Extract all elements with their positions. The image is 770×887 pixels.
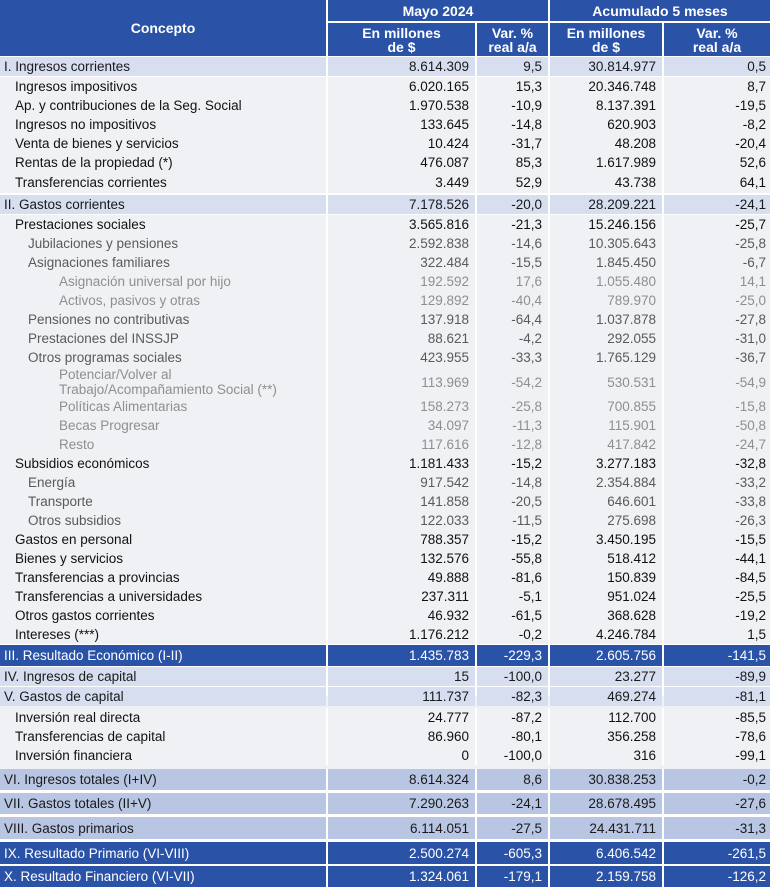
row-var-month: -229,3 xyxy=(503,648,542,663)
row-millions-accumulated: 28.209.221 xyxy=(588,197,656,212)
table-row xyxy=(0,348,770,367)
row-millions-accumulated: 24.431.711 xyxy=(589,820,656,836)
row-label: Rentas de la propiedad (*) xyxy=(15,155,173,170)
table-row xyxy=(0,329,770,348)
table-row xyxy=(0,57,770,76)
row-millions-month: 158.273 xyxy=(420,399,469,414)
row-millions-accumulated: 115.901 xyxy=(608,418,656,433)
row-millions-accumulated: 3.277.183 xyxy=(595,456,656,471)
row-var-month: -0,2 xyxy=(518,627,542,642)
table-row xyxy=(0,272,770,291)
table-row xyxy=(0,727,770,746)
row-label: Jubilaciones y pensiones xyxy=(28,236,179,251)
row-millions-month: 122.033 xyxy=(420,513,469,528)
row-var-accumulated: -27,6 xyxy=(735,796,766,811)
header-millions-line1: En millones xyxy=(362,24,441,41)
row-var-accumulated: -141,5 xyxy=(727,648,766,663)
row-var-month: -24,1 xyxy=(511,796,542,811)
row-var-accumulated: -15,5 xyxy=(735,532,766,547)
row-var-month: -61,5 xyxy=(511,608,542,623)
row-var-accumulated: -25,5 xyxy=(735,589,766,604)
row-millions-accumulated: 620.903 xyxy=(607,117,656,132)
header-concept: Concepto xyxy=(0,0,326,56)
header-group-accumulated: Acumulado 5 meses xyxy=(550,0,770,21)
row-millions-month: 129.892 xyxy=(420,293,469,308)
table-row xyxy=(0,530,770,549)
row-millions-month: 423.955 xyxy=(420,350,469,365)
row-var-accumulated: -50,8 xyxy=(735,418,766,433)
row-label: X. Resultado Financiero (VI-VII) xyxy=(4,869,195,884)
row-millions-accumulated: 4.246.784 xyxy=(595,627,656,642)
row-millions-month: 322.484 xyxy=(420,255,469,270)
row-millions-accumulated: 20.346.748 xyxy=(588,79,656,94)
table-row xyxy=(0,817,770,839)
row-var-month: 15,3 xyxy=(515,79,542,94)
row-millions-accumulated: 1.845.450 xyxy=(595,255,656,270)
row-label: Resto xyxy=(59,437,95,452)
row-var-month: -605,3 xyxy=(503,845,542,861)
row-var-accumulated: -6,7 xyxy=(742,255,766,270)
row-millions-accumulated: 10.305.643 xyxy=(588,236,656,251)
header-group-month: Mayo 2024 xyxy=(328,0,548,21)
row-var-month: -11,3 xyxy=(512,418,542,433)
row-millions-accumulated: 1.055.480 xyxy=(595,274,656,289)
row-var-month: -20,5 xyxy=(511,494,542,509)
row-millions-accumulated: 15.246.156 xyxy=(588,217,656,232)
row-var-accumulated: -25,0 xyxy=(735,293,766,308)
row-label: Ingresos impositivos xyxy=(15,79,138,94)
row-millions-accumulated: 530.531 xyxy=(607,374,656,390)
row-var-month: -12,8 xyxy=(511,437,542,452)
table-row xyxy=(0,687,770,706)
row-millions-month: 3.449 xyxy=(435,175,469,190)
row-millions-month: 1.176.212 xyxy=(408,627,469,642)
row-label: III. Resultado Económico (I-II) xyxy=(4,648,183,663)
row-var-month: -15,5 xyxy=(511,255,542,270)
row-millions-month: 237.311 xyxy=(421,589,469,604)
row-millions-month: 2.500.274 xyxy=(408,845,469,861)
row-label: Pensiones no contributivas xyxy=(28,312,190,327)
row-var-accumulated: 14,1 xyxy=(739,274,766,289)
row-var-accumulated: 64,1 xyxy=(739,175,766,190)
row-millions-accumulated: 1.617.989 xyxy=(595,155,656,170)
row-label: Inversión real directa xyxy=(15,710,141,725)
row-var-month: -82,3 xyxy=(511,689,542,704)
table-row xyxy=(0,746,770,765)
row-var-month: -55,8 xyxy=(511,551,542,566)
header-var-line1: Var. % xyxy=(696,24,738,41)
row-var-accumulated: -36,7 xyxy=(735,350,766,365)
row-var-month: -25,8 xyxy=(511,399,542,414)
row-millions-month: 0 xyxy=(461,748,469,763)
row-var-month: -14,8 xyxy=(511,117,542,132)
table-row xyxy=(0,667,770,686)
table-row xyxy=(0,291,770,310)
row-millions-accumulated: 8.137.391 xyxy=(595,98,656,113)
table-row xyxy=(0,397,770,416)
row-var-month: -10,9 xyxy=(511,98,542,113)
row-label: IX. Resultado Primario (VI-VIII) xyxy=(4,845,190,861)
row-var-month: -40,4 xyxy=(511,293,542,308)
row-millions-accumulated: 356.258 xyxy=(607,729,656,744)
table-row xyxy=(0,195,770,214)
row-millions-month: 2.592.838 xyxy=(408,236,469,251)
table-row xyxy=(0,215,770,234)
row-label: Otros subsidios xyxy=(28,513,122,528)
row-var-month: 9,5 xyxy=(523,59,542,74)
row-millions-accumulated: 6.406.542 xyxy=(595,845,656,861)
row-label: IV. Ingresos de capital xyxy=(4,669,137,684)
row-millions-month: 6.114.051 xyxy=(409,820,469,836)
row-var-accumulated: -8,2 xyxy=(742,117,766,132)
header-var-line2: real a/a xyxy=(488,38,537,55)
row-label: Transferencias corrientes xyxy=(15,175,167,190)
row-millions-accumulated: 30.814.977 xyxy=(588,59,656,74)
table-row xyxy=(0,473,770,492)
row-millions-month: 49.888 xyxy=(427,570,469,585)
row-label: Transporte xyxy=(28,494,93,509)
row-millions-month: 46.932 xyxy=(427,608,469,623)
table-row xyxy=(0,625,770,644)
table-row xyxy=(0,549,770,568)
row-label: Potenciar/Volver al Trabajo/Acompañamiento Social (**) xyxy=(59,367,277,397)
row-label: Asignaciones familiares xyxy=(28,255,170,270)
row-var-accumulated: 52,6 xyxy=(739,155,766,170)
row-var-accumulated: -85,5 xyxy=(735,710,766,725)
table-row xyxy=(0,866,770,887)
row-label: Otros programas sociales xyxy=(28,350,182,365)
row-var-accumulated: -44,1 xyxy=(735,551,766,566)
row-var-accumulated: -54,9 xyxy=(735,374,766,390)
row-millions-accumulated: 951.024 xyxy=(607,589,656,604)
row-label: Transferencias de capital xyxy=(15,729,166,744)
header-millions-line2: de $ xyxy=(387,38,416,55)
row-millions-month: 917.542 xyxy=(420,475,469,490)
row-millions-month: 88.621 xyxy=(427,331,469,346)
row-var-accumulated: -126,2 xyxy=(727,869,766,884)
row-millions-accumulated: 112.700 xyxy=(608,710,656,725)
table-row xyxy=(0,842,770,864)
row-millions-accumulated: 368.628 xyxy=(607,608,656,623)
row-label: Ingresos no impositivos xyxy=(15,117,157,132)
row-var-accumulated: -33,2 xyxy=(735,475,766,490)
row-var-accumulated: -26,3 xyxy=(735,513,766,528)
row-label: Activos, pasivos y otras xyxy=(59,293,201,308)
table-row xyxy=(0,606,770,625)
table-row xyxy=(0,77,770,96)
row-label: Transferencias a universidades xyxy=(15,589,203,604)
table-row xyxy=(0,253,770,272)
row-var-accumulated: -89,9 xyxy=(735,669,766,684)
row-var-accumulated: 1,5 xyxy=(747,627,766,642)
row-label: Bienes y servicios xyxy=(15,551,124,566)
table-row xyxy=(0,134,770,153)
row-var-accumulated: -0,2 xyxy=(742,772,766,787)
row-label: Inversión financiera xyxy=(15,748,133,763)
row-var-month: -20,0 xyxy=(511,197,542,212)
row-label: V. Gastos de capital xyxy=(4,689,124,704)
row-var-accumulated: -20,4 xyxy=(735,136,766,151)
row-var-accumulated: -32,8 xyxy=(735,456,766,471)
row-millions-accumulated: 789.970 xyxy=(607,293,656,308)
row-var-month: 8,6 xyxy=(523,772,542,787)
table-row xyxy=(0,645,770,666)
row-millions-month: 1.435.783 xyxy=(408,648,469,663)
table-row xyxy=(0,115,770,134)
row-var-month: -80,1 xyxy=(511,729,542,744)
row-var-accumulated: -25,8 xyxy=(735,236,766,251)
row-var-accumulated: -15,8 xyxy=(735,399,766,414)
row-millions-accumulated: 2.605.756 xyxy=(595,648,656,663)
row-millions-month: 15 xyxy=(453,669,469,684)
row-millions-month: 10.424 xyxy=(427,136,469,151)
row-millions-accumulated: 646.601 xyxy=(607,494,656,509)
row-label: Becas Progresar xyxy=(59,418,160,433)
row-var-month: -11,5 xyxy=(512,513,542,528)
row-var-month: 17,6 xyxy=(515,274,542,289)
row-var-accumulated: -261,5 xyxy=(727,845,766,861)
row-millions-month: 476.087 xyxy=(420,155,469,170)
row-millions-accumulated: 1.765.129 xyxy=(595,350,656,365)
row-label: Prestaciones sociales xyxy=(15,217,146,232)
row-millions-accumulated: 48.208 xyxy=(614,136,656,151)
row-millions-accumulated: 700.855 xyxy=(607,399,656,414)
row-var-accumulated: -27,8 xyxy=(735,312,766,327)
row-millions-month: 133.645 xyxy=(420,117,469,132)
table-row xyxy=(0,435,770,454)
row-millions-month: 113.969 xyxy=(421,374,469,390)
row-var-month: 52,9 xyxy=(515,175,542,190)
row-var-accumulated: -81,1 xyxy=(735,689,766,704)
table-row xyxy=(0,511,770,530)
row-var-month: -27,5 xyxy=(511,820,542,836)
row-millions-month: 6.020.165 xyxy=(408,79,469,94)
row-millions-month: 34.097 xyxy=(427,418,469,433)
row-millions-month: 141.858 xyxy=(420,494,469,509)
row-millions-month: 1.970.538 xyxy=(408,98,469,113)
row-var-accumulated: -33,8 xyxy=(735,494,766,509)
row-label: VII. Gastos totales (II+V) xyxy=(4,796,152,811)
row-millions-month: 1.324.061 xyxy=(408,869,469,884)
row-label: Venta de bienes y servicios xyxy=(15,136,179,151)
row-millions-month: 132.576 xyxy=(420,551,469,566)
row-var-month: -5,1 xyxy=(518,589,542,604)
row-millions-month: 24.777 xyxy=(427,710,469,725)
table-row xyxy=(0,708,770,727)
row-millions-accumulated: 1.037.878 xyxy=(595,312,656,327)
row-var-accumulated: -31,0 xyxy=(735,331,766,346)
row-millions-accumulated: 316 xyxy=(633,748,656,763)
row-var-month: -179,1 xyxy=(503,869,542,884)
row-millions-month: 788.357 xyxy=(420,532,469,547)
row-var-month: 85,3 xyxy=(515,155,542,170)
row-millions-month: 111.737 xyxy=(422,689,469,704)
header-var-accumulated xyxy=(664,23,770,56)
row-var-accumulated: -19,5 xyxy=(735,98,766,113)
table-row xyxy=(0,96,770,115)
row-var-month: -100,0 xyxy=(503,669,542,684)
row-millions-accumulated: 28.678.495 xyxy=(588,796,656,811)
row-var-accumulated: -19,2 xyxy=(735,608,766,623)
row-label: Ap. y contribuciones de la Seg. Social xyxy=(15,98,242,113)
row-millions-month: 86.960 xyxy=(427,729,469,744)
table-row xyxy=(0,492,770,511)
header-var-month xyxy=(477,23,548,56)
row-millions-month: 7.178.526 xyxy=(408,197,469,212)
table-row xyxy=(0,568,770,587)
row-millions-accumulated: 518.412 xyxy=(607,551,656,566)
row-millions-month: 7.290.263 xyxy=(408,796,469,811)
row-millions-month: 117.616 xyxy=(421,437,469,452)
row-var-month: -100,0 xyxy=(503,748,542,763)
row-label: I. Ingresos corrientes xyxy=(4,59,131,74)
row-var-month: -64,4 xyxy=(511,312,542,327)
row-millions-accumulated: 150.839 xyxy=(607,570,656,585)
table-row xyxy=(0,454,770,473)
row-millions-accumulated: 43.738 xyxy=(614,175,656,190)
row-var-month: -54,2 xyxy=(511,374,542,390)
table-row xyxy=(0,367,770,397)
row-label: Prestaciones del INSSJP xyxy=(28,331,179,346)
row-var-accumulated: -24,7 xyxy=(735,437,766,452)
header-var-line2: real a/a xyxy=(692,38,742,55)
row-label: Intereses (***) xyxy=(15,627,100,642)
header-millions-accumulated xyxy=(550,23,662,56)
row-var-month: -15,2 xyxy=(511,532,542,547)
row-millions-accumulated: 292.055 xyxy=(607,331,656,346)
row-var-accumulated: -24,1 xyxy=(735,197,766,212)
row-var-accumulated: -78,6 xyxy=(735,729,766,744)
row-label: Políticas Alimentarias xyxy=(59,399,188,414)
row-label: Subsidios económicos xyxy=(15,456,150,471)
header-millions-month xyxy=(328,23,475,56)
row-label: Asignación universal por hijo xyxy=(59,274,231,289)
table-row xyxy=(0,310,770,329)
row-millions-month: 8.614.324 xyxy=(408,772,469,787)
row-label: Transferencias a provincias xyxy=(15,570,180,585)
row-label: VI. Ingresos totales (I+IV) xyxy=(4,772,157,787)
row-var-accumulated: -31,3 xyxy=(735,820,766,836)
table-row xyxy=(0,793,770,814)
table-row xyxy=(0,172,770,193)
row-label: Gastos en personal xyxy=(15,532,133,547)
row-millions-accumulated: 2.159.758 xyxy=(595,869,656,884)
row-var-month: -31,7 xyxy=(511,136,542,151)
row-millions-accumulated: 275.698 xyxy=(607,513,656,528)
row-var-month: -21,3 xyxy=(511,217,542,232)
row-var-accumulated: 0,5 xyxy=(747,59,766,74)
row-var-month: -15,2 xyxy=(511,456,542,471)
row-millions-accumulated: 417.842 xyxy=(607,437,656,452)
row-millions-accumulated: 3.450.195 xyxy=(595,532,656,547)
row-var-month: -14,6 xyxy=(511,236,542,251)
row-var-month: -14,8 xyxy=(511,475,542,490)
row-millions-accumulated: 2.354.884 xyxy=(595,475,656,490)
header-millions-line2: de $ xyxy=(591,38,620,55)
row-millions-month: 8.614.309 xyxy=(408,59,469,74)
row-var-month: -33,3 xyxy=(511,350,542,365)
row-label: VIII. Gastos primarios xyxy=(4,820,134,836)
row-var-month: -81,6 xyxy=(511,570,542,585)
table-row xyxy=(0,234,770,253)
header-millions-line1: En millones xyxy=(566,24,646,41)
row-label: Otros gastos corrientes xyxy=(15,608,155,623)
row-millions-month: 192.592 xyxy=(420,274,469,289)
row-var-accumulated: -84,5 xyxy=(735,570,766,585)
row-millions-month: 1.181.433 xyxy=(408,456,469,471)
row-var-accumulated: -99,1 xyxy=(735,748,766,763)
header-var-line1: Var. % xyxy=(491,24,534,41)
row-millions-accumulated: 23.277 xyxy=(614,669,656,684)
row-millions-accumulated: 30.838.253 xyxy=(588,772,656,787)
row-millions-month: 137.918 xyxy=(420,312,469,327)
row-millions-month: 3.565.816 xyxy=(408,217,469,232)
row-var-month: -87,2 xyxy=(511,710,542,725)
row-var-accumulated: 8,7 xyxy=(747,79,766,94)
row-millions-accumulated: 469.274 xyxy=(607,689,656,704)
table-row xyxy=(0,153,770,172)
table-row xyxy=(0,769,770,790)
row-label: Energía xyxy=(28,475,76,490)
row-label: II. Gastos corrientes xyxy=(4,197,125,212)
row-var-month: -4,2 xyxy=(518,331,542,346)
table-row xyxy=(0,416,770,435)
row-var-accumulated: -25,7 xyxy=(735,217,766,232)
table-row xyxy=(0,587,770,606)
